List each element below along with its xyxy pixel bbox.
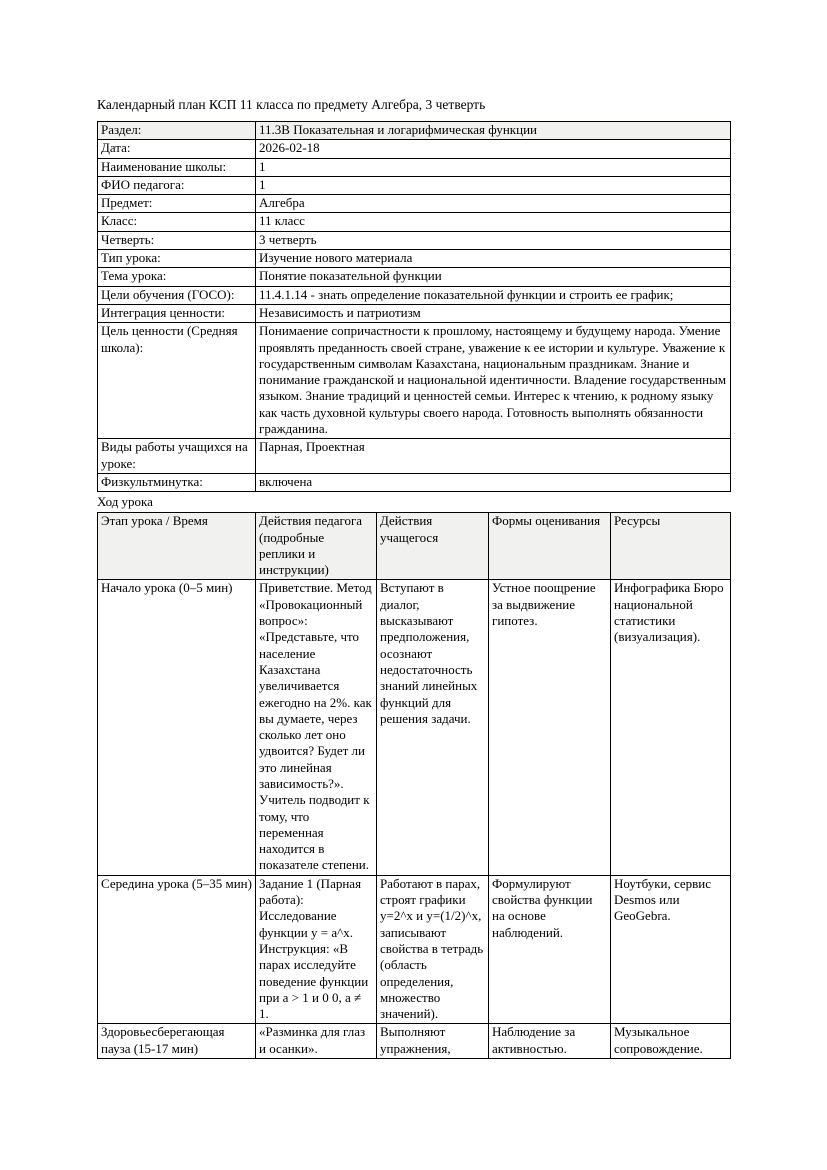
flow-cell-assessment: Формулируют свойства функции на основе наблюдений.	[489, 875, 611, 1024]
page-content	[97, 97, 730, 1059]
info-table-row	[98, 323, 731, 439]
info-table-row	[98, 304, 731, 322]
info-table-row	[98, 213, 731, 231]
info-row-label: Предмет:	[98, 195, 256, 213]
info-table-row	[98, 231, 731, 249]
flow-cell-resources: Ноутбуки, сервис Desmos или GeoGebra.	[611, 875, 731, 1024]
info-row-value: Понимаение сопричастности к прошлому, настоящему и будущему народа. Умение проявлять преданность своей стране, уважение к ее истории и культуре. Уважение к государственным символам Казахстана, национальным праздникам. Знание и понимание гражданской и национальной идентичности. Владение государственным языком. Знание традиций и ценностей семьи. Интерес к чтению, к родному языку как часть духовной культуры своего народа. Готовность выполнять обязанности гражданина.	[256, 323, 731, 439]
info-table-row	[98, 473, 731, 491]
flow-cell-teacher: «Разминка для глаз и осанки».	[256, 1024, 377, 1059]
info-row-value: 11.4.1.14 - знать определение показательной функции и строить ее график;	[256, 286, 731, 304]
info-table-row	[98, 286, 731, 304]
info-row-value: 2026-02-18	[256, 140, 731, 158]
flow-cell-student: Выполняют упражнения,	[377, 1024, 489, 1059]
flow-cell-resources: Инфографика Бюро национальной статистики (визуализация).	[611, 580, 731, 875]
info-row-label: Класс:	[98, 213, 256, 231]
info-table-row	[98, 439, 731, 474]
info-row-label: Тип урока:	[98, 250, 256, 268]
info-row-value: Изучение нового материала	[256, 250, 731, 268]
document-title: Календарный план КСП 11 класса по предмету Алгебра, 3 четверть	[97, 97, 486, 112]
flow-cell-student: Работают в парах, строят графики y=2^x и y=(1/2)^x, записывают свойства в тетрадь (область определения, множество значений).	[377, 875, 489, 1024]
flow-table-row	[98, 1024, 731, 1059]
info-row-value: 1	[256, 176, 731, 194]
flow-header-resources: Ресурсы	[611, 513, 731, 580]
info-table-row	[98, 140, 731, 158]
info-row-value: 1	[256, 158, 731, 176]
info-table-row	[98, 176, 731, 194]
flow-table-row	[98, 580, 731, 875]
info-row-label: Наименование школы:	[98, 158, 256, 176]
flow-header-assessment: Формы оценивания	[489, 513, 611, 580]
flow-cell-stage: Начало урока (0–5 мин)	[98, 580, 256, 875]
info-row-value: 3 четверть	[256, 231, 731, 249]
info-table-row	[98, 122, 731, 140]
info-table-row	[98, 195, 731, 213]
lesson-info-table	[97, 121, 731, 492]
info-row-label: ФИО педагога:	[98, 176, 256, 194]
info-table-row	[98, 250, 731, 268]
info-row-label: Четверть:	[98, 231, 256, 249]
info-row-value: Понятие показательной функции	[256, 268, 731, 286]
info-row-value: Парная, Проектная	[256, 439, 731, 474]
flow-header-teacher: Действия педагога (подробные реплики и инструкции)	[256, 513, 377, 580]
info-row-label: Цель ценности (Средняя школа):	[98, 323, 256, 439]
info-row-label: Цели обучения (ГОСО):	[98, 286, 256, 304]
flow-header-row	[98, 513, 731, 580]
info-row-value: включена	[256, 473, 731, 491]
info-row-label: Интеграция ценности:	[98, 304, 256, 322]
flow-cell-teacher: Задание 1 (Парная работа): Исследование функции y = a^x. Инструкция: «В парах исследуйте поведение функции при a > 1 и 0 0, a ≠ 1.	[256, 875, 377, 1024]
lesson-flow-heading: Ход урока	[97, 494, 153, 510]
flow-cell-assessment: Наблюдение за активностью.	[489, 1024, 611, 1059]
flow-cell-stage: Середина урока (5–35 мин)	[98, 875, 256, 1024]
info-row-label: Физкультминутка:	[98, 473, 256, 491]
info-row-label: Тема урока:	[98, 268, 256, 286]
info-row-value: Алгебра	[256, 195, 731, 213]
info-row-value: Независимость и патриотизм	[256, 304, 731, 322]
info-row-label: Виды работы учащихся на уроке:	[98, 439, 256, 474]
flow-header-stage: Этап урока / Время	[98, 513, 256, 580]
flow-cell-resources: Музыкальное сопровождение.	[611, 1024, 731, 1059]
info-table-row	[98, 158, 731, 176]
info-row-label: Раздел:	[98, 122, 256, 140]
flow-cell-assessment: Устное поощрение за выдвижение гипотез.	[489, 580, 611, 875]
flow-cell-student: Вступают в диалог, высказывают предположения, осознают недостаточность знаний линейных функций для решения задачи.	[377, 580, 489, 875]
info-row-label: Дата:	[98, 140, 256, 158]
lesson-flow-table	[97, 512, 731, 1059]
flow-cell-teacher: Приветствие. Метод «Провокационный вопрос»: «Представьте, что население Казахстана увеличивается ежегодно на 2%. как вы думаете, через сколько лет оно удвоится? Будет ли это линейная зависимость?». Учитель подводит к тому, что переменная находится в показателе степени.	[256, 580, 377, 875]
flow-table-row	[98, 875, 731, 1024]
flow-cell-stage: Здоровьесберегающая пауза (15-17 мин)	[98, 1024, 256, 1059]
info-table-row	[98, 268, 731, 286]
info-row-value: 11 класс	[256, 213, 731, 231]
info-row-value: 11.3B Показательная и логарифмическая функции	[256, 122, 731, 140]
flow-header-student: Действия учащегося	[377, 513, 489, 580]
